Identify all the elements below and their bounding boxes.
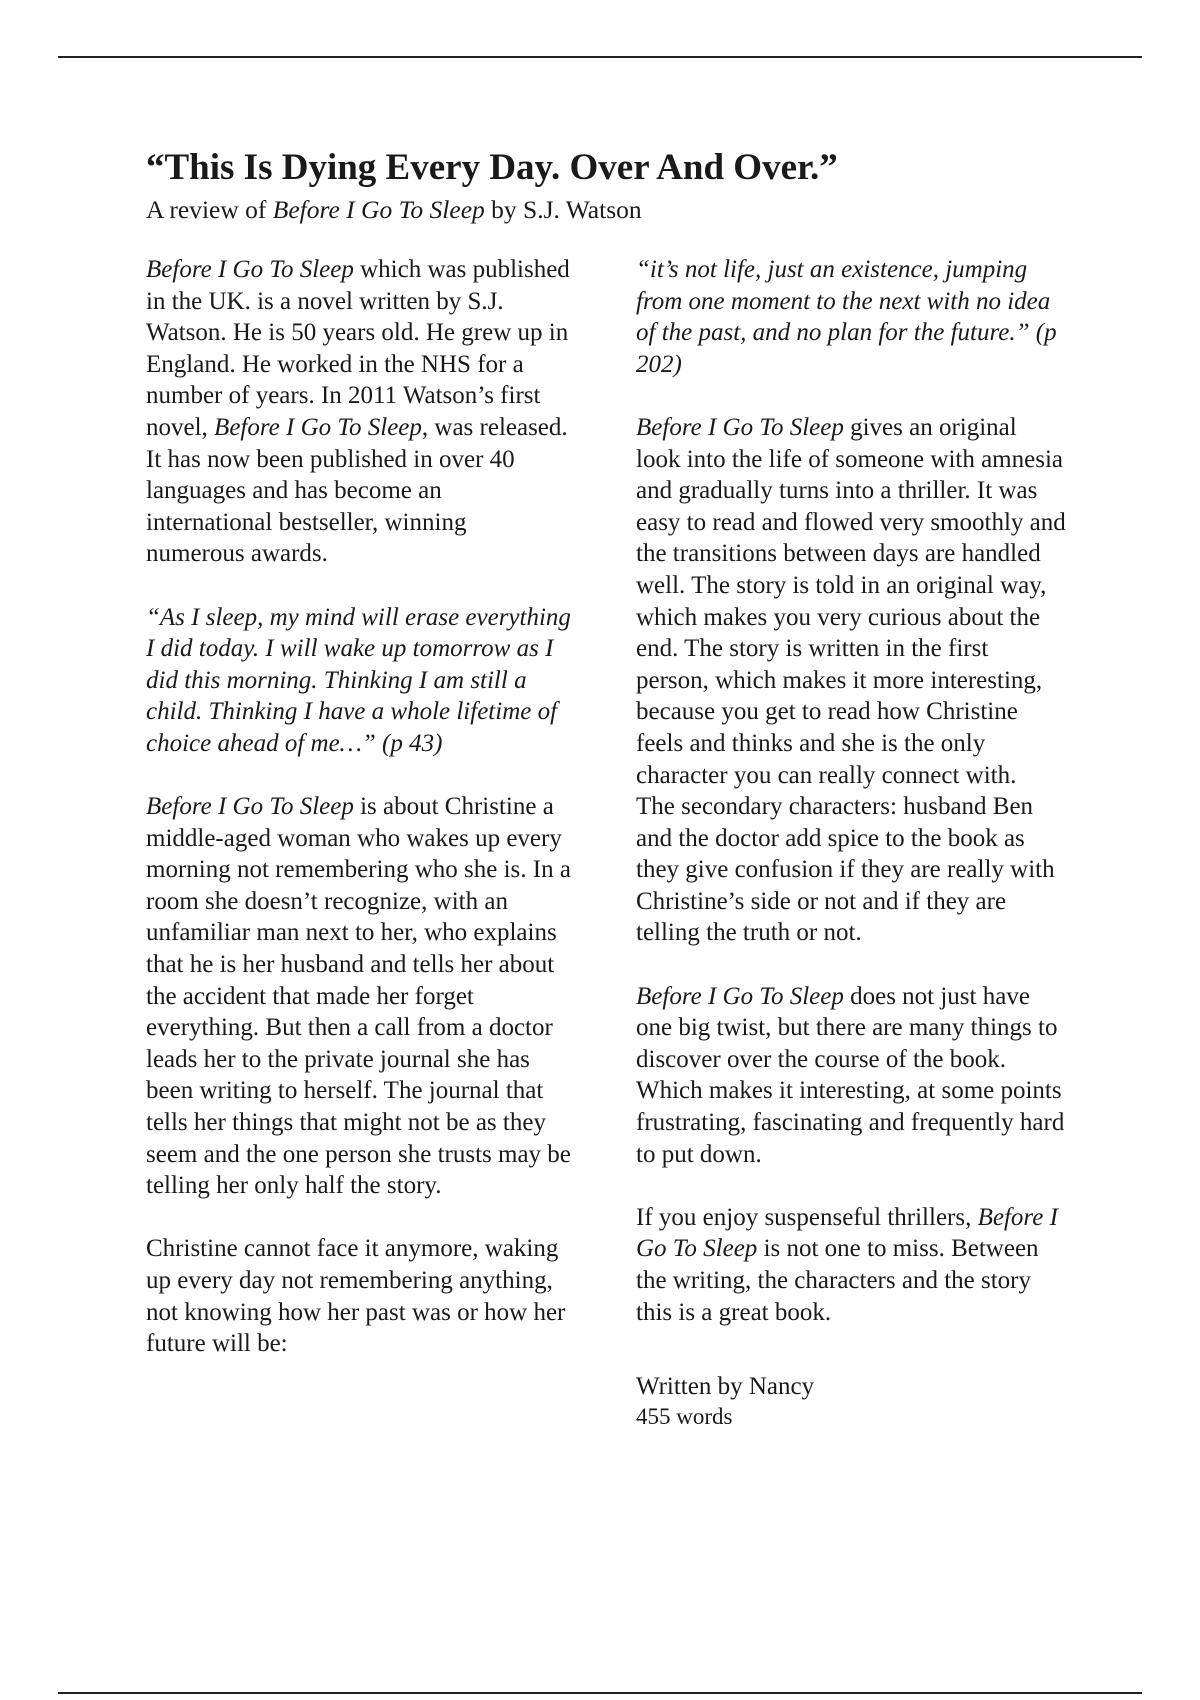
right-column bbox=[636, 254, 1066, 1431]
paragraph-text: is about Christine a middle-aged woman who wakes up every morning not remembering who she is. In a room she doesn’t recognize, with an unfamiliar man next to her, who explains that he is her husband and tells her about the accident that made her forget everything. But then a call from a doctor leads her to the private journal she has been writing to herself. The journal that tells her things that might not be as they seem and the one person she trusts may be telling her only half the story. bbox=[146, 793, 571, 1200]
paragraph-text: is not one to miss. Between the writing, the characters and the story this is a great book. bbox=[636, 1235, 1039, 1326]
bottom-rule bbox=[58, 1692, 1142, 1694]
quote-p43: “As I sleep, my mind will erase everything I did today. I will wake up tomorrow as I did this morning. Thinking I am still a child. Thinking I have a whole lifetime of choice ahead of me…” (p 43) bbox=[146, 603, 571, 757]
subtitle-prefix: A review of bbox=[146, 195, 273, 224]
paragraph-secondary-characters: The secondary characters: husband Ben and the doctor add spice to the book as they give confusion if they are really with Christine’s side or not and if they are telling the truth or not. bbox=[636, 793, 1055, 947]
article-header bbox=[146, 144, 1066, 228]
paragraph-christine: Christine cannot face it anymore, waking up every day not remembering anything, not knowing how her past was or how her future will be: bbox=[146, 1235, 566, 1358]
word-count: 455 words bbox=[636, 1403, 733, 1429]
book-title: Before I Go To Sleep bbox=[636, 413, 844, 441]
book-title: Before I Go To Sleep bbox=[146, 793, 354, 821]
article-title: “This Is Dying Every Day. Over And Over.” bbox=[146, 147, 838, 188]
paragraph-text: which was published in the UK. is a novel written by S.J. Watson. He is 50 years old. He grew up in England. He worked in the NHS for a number of years. In 2011 Watson’s first novel, bbox=[146, 256, 570, 441]
book-title: Before I Go To Sleep bbox=[636, 1203, 1058, 1263]
paragraph-twist bbox=[636, 981, 1066, 1171]
top-rule bbox=[58, 56, 1142, 58]
subtitle-book-title: Before I Go To Sleep bbox=[272, 195, 485, 224]
paragraph-opinion bbox=[636, 412, 1066, 791]
quote-p202: “it’s not life, just an existence, jumping from one moment to the next with no idea of the past, and no plan for the future.” (p 202) bbox=[636, 256, 1057, 378]
subtitle-suffix: by S.J. Watson bbox=[484, 195, 642, 224]
paragraph-text: gives an original look into the life of someone with amnesia and gradually turns into a thriller. It was easy to read and flowed very smoothly and the transitions between days are handled well. The story is told in an original way, which makes you very curious about the end. The story is written in the first person, which makes it more interesting, because you get to read how Christine feels and thinks and she is the only character you can really connect with. bbox=[636, 413, 1066, 789]
paragraph-intro bbox=[146, 254, 571, 570]
book-title: Before I Go To Sleep bbox=[214, 413, 422, 441]
book-title: Before I Go To Sleep bbox=[146, 256, 354, 283]
article-subtitle bbox=[146, 192, 1066, 228]
paragraph-recommendation bbox=[636, 1202, 1066, 1328]
left-column bbox=[146, 254, 571, 1360]
book-title: Before I Go To Sleep bbox=[636, 982, 844, 1010]
paragraph-text: does not just have one big twist, but there are many things to discover over the course of the book. Which makes it interesting, at some points frustrating, fascinating and frequently hard to put down. bbox=[636, 982, 1065, 1168]
paragraph-plot bbox=[146, 791, 571, 1202]
paragraph-text: , was released. It has now been published in over 40 languages and has become an international bestseller, winning numerous awards. bbox=[146, 413, 568, 568]
author-signature: Written by Nancy bbox=[636, 1373, 815, 1401]
paragraph-text: If you enjoy suspenseful thrillers, bbox=[636, 1203, 978, 1231]
